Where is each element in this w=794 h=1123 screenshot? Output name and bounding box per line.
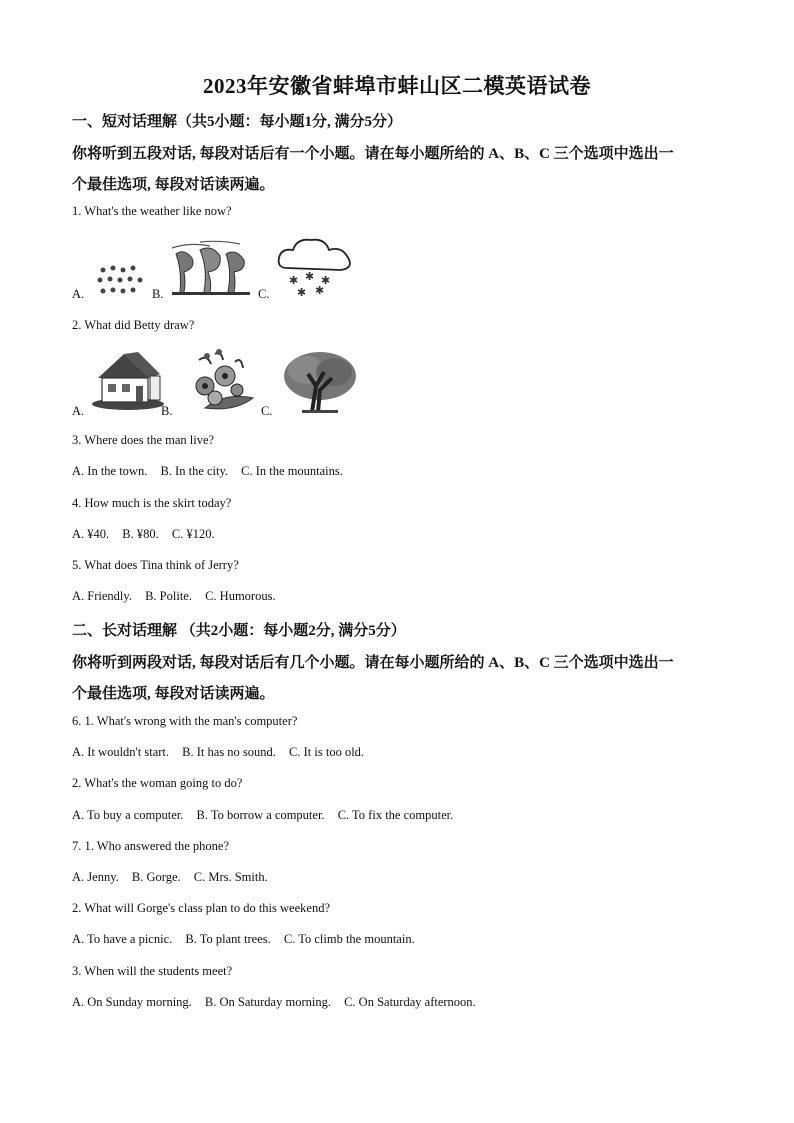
svg-text:✱: ✱ xyxy=(289,274,299,287)
section1-instruction-2: 个最佳选项, 每段对话读两遍。 xyxy=(72,177,275,193)
options-6-1 xyxy=(72,745,374,760)
svg-text:✱: ✱ xyxy=(315,284,325,297)
option-label-c: C. xyxy=(258,287,270,301)
option-a: A. To have a picnic. xyxy=(72,932,173,946)
option-c: C. On Saturday afternoon. xyxy=(344,995,476,1009)
tree-icon xyxy=(282,350,358,414)
section2-heading: 二、长对话理解 （共2小题：每小题2分, 满分5分） xyxy=(72,623,406,639)
question-7-1: 7. 1. Who answered the phone? xyxy=(72,839,230,853)
section2-instruction-2: 个最佳选项, 每段对话读两遍。 xyxy=(72,686,275,702)
option-c: C. To climb the mountain. xyxy=(283,932,415,946)
option-c: C. It is too old. xyxy=(289,745,365,759)
section1-heading: 一、短对话理解（共5小题：每小题1分, 满分5分） xyxy=(72,114,403,130)
options-6-2 xyxy=(72,808,463,823)
option-c: C. To fix the computer. xyxy=(337,808,454,822)
options-7-3 xyxy=(72,995,486,1010)
section1-instruction-1: 你将听到五段对话, 每段对话后有一个小题。请在每小题所给的 A、B、C 三个选项中选出一 xyxy=(72,146,674,162)
section2-instruction-1: 你将听到两段对话, 每段对话后有几个小题。请在每小题所给的 A、B、C 三个选项中选出一 xyxy=(72,655,674,671)
option-a: A. It wouldn't start. xyxy=(72,745,170,759)
options-3 xyxy=(72,464,353,479)
option-a: A. Friendly. xyxy=(72,589,132,603)
option-c: C. In the mountains. xyxy=(241,464,343,478)
question-6-2: 2. What's the woman going to do? xyxy=(72,776,243,790)
option-b: B. It has no sound. xyxy=(182,745,276,759)
option-b: B. To borrow a computer. xyxy=(196,808,325,822)
question-6-1: 6. 1. What's wrong with the man's computer? xyxy=(72,714,298,728)
option-c: C. ¥120. xyxy=(171,527,215,541)
question-7-2: 2. What will Gorge's class plan to do this weekend? xyxy=(72,901,330,915)
page-title: 2023年安徽省蚌埠市蚌山区二模英语试卷 xyxy=(203,74,591,98)
options-5 xyxy=(72,589,286,604)
option-label-a: A. xyxy=(72,404,85,418)
options-7-1 xyxy=(72,870,278,885)
question-4: 4. How much is the skirt today? xyxy=(72,496,232,510)
flowers-icon xyxy=(185,346,257,414)
svg-text:✱: ✱ xyxy=(297,286,307,298)
option-a: A. On Sunday morning. xyxy=(72,995,192,1009)
question-2: 2. What did Betty draw? xyxy=(72,318,195,332)
wind-icon xyxy=(170,240,252,298)
option-label-b: B. xyxy=(161,404,173,418)
option-b: B. On Saturday morning. xyxy=(204,995,331,1009)
option-b: B. Polite. xyxy=(145,589,192,603)
option-b: B. ¥80. xyxy=(122,527,159,541)
svg-text:✱: ✱ xyxy=(305,270,315,283)
option-c: C. Humorous. xyxy=(205,589,276,603)
option-a: A. ¥40. xyxy=(72,527,110,541)
question-7-3: 3. When will the students meet? xyxy=(72,964,233,978)
question-3: 3. Where does the man live? xyxy=(72,433,215,447)
option-label-a: A. xyxy=(72,287,85,301)
question-5: 5. What does Tina think of Jerry? xyxy=(72,558,239,572)
option-c: C. Mrs. Smith. xyxy=(193,870,268,884)
house-icon xyxy=(88,348,166,412)
option-a: A. To buy a computer. xyxy=(72,808,184,822)
question-1: 1. What's the weather like now? xyxy=(72,204,232,218)
option-b: B. Gorge. xyxy=(131,870,181,884)
svg-text:✱: ✱ xyxy=(321,274,331,287)
option-a: A. Jenny. xyxy=(72,870,119,884)
rain-icon xyxy=(95,262,147,300)
options-4 xyxy=(72,527,225,542)
snow-cloud-icon xyxy=(275,236,357,298)
option-label-b: B. xyxy=(152,287,164,301)
option-b: B. To plant trees. xyxy=(185,932,271,946)
options-7-2 xyxy=(72,932,425,947)
option-label-c: C. xyxy=(261,404,273,418)
option-b: B. In the city. xyxy=(160,464,229,478)
option-a: A. In the town. xyxy=(72,464,148,478)
